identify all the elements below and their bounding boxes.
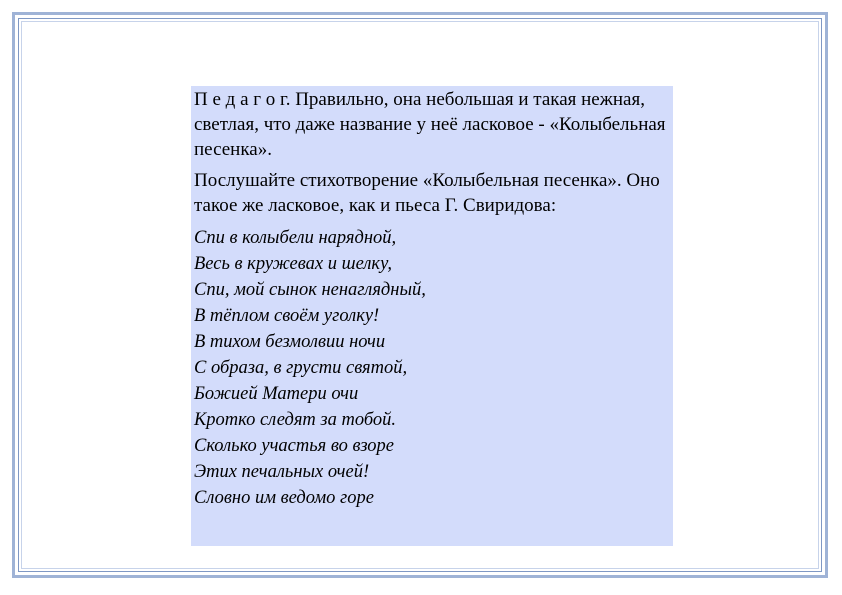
- intro-paragraph: [194, 86, 669, 162]
- poem-line: Этих печальных очей!: [194, 462, 370, 482]
- poem-line: Божией Матери очи: [194, 384, 359, 404]
- poem-line: С образа, в грусти святой,: [194, 358, 408, 378]
- poem-line: Сколько участья во взоре: [194, 436, 395, 456]
- text-box: [191, 86, 673, 546]
- poem-line: Спи, мой сынок ненаглядный,: [194, 280, 426, 300]
- second-paragraph: Послушайте стихотворение «Колыбельная песенка». Оно такое же ласковое, как и пьеса Г. Свиридова:: [194, 170, 660, 216]
- poem-line: Весь в кружевах и шелку,: [194, 254, 392, 274]
- poem-line: Спи в колыбели нарядной,: [194, 228, 397, 248]
- poem-line: Словно им ведомо горе: [194, 488, 374, 508]
- speaker-label: П е д а г о г.: [194, 89, 291, 110]
- intro-text: Правильно, она небольшая и такая нежная, светлая, что даже название у неё ласковое - «Колыбельная песенка».: [194, 89, 666, 160]
- poem-line: Кротко следят за тобой.: [194, 410, 397, 430]
- poem-line: В тихом безмолвии ночи: [194, 332, 386, 352]
- poem: [194, 225, 669, 511]
- poem-line: В тёплом своём уголку!: [194, 306, 380, 326]
